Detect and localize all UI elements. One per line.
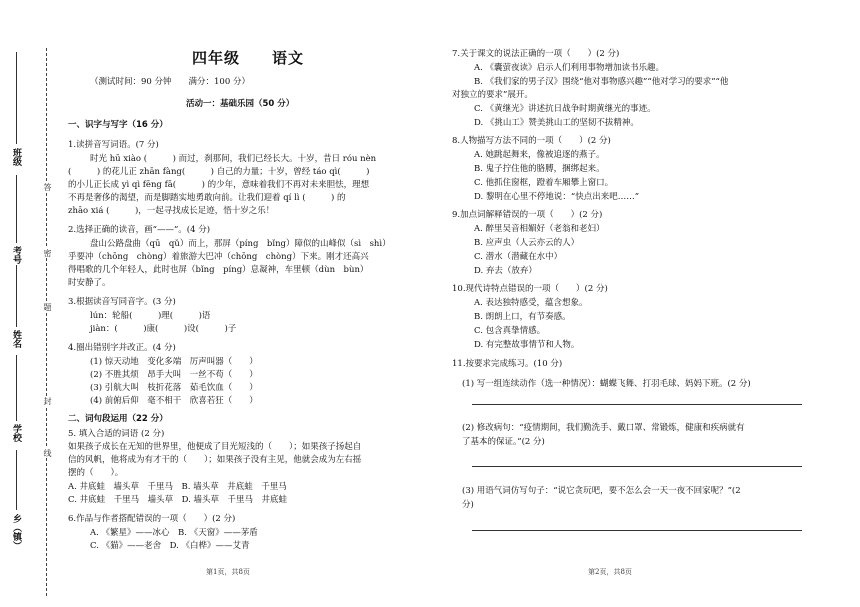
q8-option: C. 他抓住窗框，蹬着车厢攀上窗口。: [474, 178, 614, 188]
q7-option: C. 《黄继光》讲述抗日战争时期黄继光的事迹。: [474, 104, 656, 114]
q1-line: 的小儿正长成 yì qì fēng fā( ) 的少年，意味着我们不再对未来胆怯，理想: [68, 180, 370, 190]
q8-option: A. 她跳起舞来，像被追逐的燕子。: [474, 150, 605, 160]
answer-line-2[interactable]: [472, 466, 802, 467]
q9-option: B. 应声虫（人云亦云的人）: [474, 238, 580, 248]
exam-number-blank[interactable]: [16, 175, 17, 243]
q2-line: 时安静了。: [68, 278, 111, 288]
township-label: 乡（镇）: [11, 514, 21, 550]
q10-option: C. 包含真挚情感。: [474, 326, 546, 336]
q10-stem: 10.现代诗特点错误的一项（ ）(2 分): [452, 284, 608, 294]
q5-line: 如果孩子成长在无知的世界里，他便成了目光短浅的（ ）；如果孩子扬起自: [68, 442, 362, 452]
activity-heading: 活动一：基础乐园（50 分）: [186, 99, 295, 109]
q11-part-1: (1) 写一组连续动作（选一种情况）：蝴蝶飞舞、打羽毛球、妈妈下班。(2 分): [462, 379, 751, 389]
seal-char-5: 线: [43, 449, 52, 457]
q9-option: C. 潜水（潜藏在水中）: [474, 252, 563, 262]
q1-line: 时光 hū xiào ( ) 而过，刹那间，我们已经长大。十岁，昔日 róu nèn: [90, 154, 377, 164]
page-number: 第2页，共8页: [588, 568, 632, 576]
q5-option: C. 井底蛙 千里马 墙头草 D. 墙头草 千里马 井底蛙: [68, 495, 288, 505]
page-number: 第1页，共8页: [206, 568, 250, 576]
seal-char-3: 题: [43, 303, 52, 311]
q1-stem: 1.读拼音写词语。(7 分): [68, 140, 159, 150]
q6-option: C. 《猫》——老舍 D. 《白桦》——艾青: [90, 541, 250, 551]
q7-stem: 7.关于课文的说法正确的一项（ ）(2 分): [452, 49, 620, 59]
page-1: [68, 0, 428, 607]
seal-char-4: 封: [43, 397, 52, 405]
q3-stem: 3.根据读音写同音字。(3 分): [68, 297, 176, 307]
q9-option: D. 弃去（放弃）: [474, 266, 537, 276]
q3-line: jiàn：( )康( )设( )子: [90, 324, 237, 334]
q4-item: (1) 惊天动地 变化多端 厉声叫器（ ）: [90, 357, 258, 367]
name-label: 姓名: [11, 330, 21, 348]
q8-stem: 8.人物描写方法不同的一项（ ）(2 分): [452, 136, 611, 146]
binding-margin: [0, 0, 58, 607]
seal-char-2: 密: [43, 249, 52, 257]
q5-option: A. 井底蛙 墙头草 千里马 B. 墙头草 井底蛙 千里马: [68, 482, 287, 492]
q11-part-2-cont: 了基本的保证。”(2 分): [462, 437, 545, 447]
class-blank[interactable]: [16, 52, 17, 144]
seal-line: [46, 48, 47, 596]
q7-option: D. 《挑山工》赞美挑山工的坚韧不拔精神。: [474, 118, 639, 128]
q4-item: (4) 前俯后仰 毫不相干 欣喜若狂（ ）: [90, 396, 258, 406]
q2-stem: 2.选择正确的读音，画“——”。(4 分): [68, 225, 211, 235]
q6-option: A. 《繁星》——冰心 B. 《天窗》——茅盾: [90, 528, 258, 538]
q8-option: D. 黎明在心里不停地说：“快点出来吧……”: [474, 192, 640, 202]
q11-part-2: (2) 修改病句：“疫情期间，我们勤洗手、戴口罩、常锻炼，健康和疾病就有: [462, 423, 745, 433]
answer-line-1[interactable]: [472, 404, 802, 405]
q11-part-3-cont: 分): [462, 500, 474, 510]
q5-line: 摆的（ ）。: [68, 468, 124, 478]
q1-line: 不再是奢侈的渴望，而是脚踏实地勇敢向前。让我们迎着 qí lì ( ) 的: [68, 193, 346, 203]
q2-line: 乎要冲（chōng chòng）着旅游大巴冲（chōng chòng）下来。刚才还高兴: [68, 252, 369, 262]
q9-stem: 9.加点词解释错误的一项（ ）(2 分): [452, 210, 603, 220]
q1-line: ( ) 的花儿正 zhān fàng( ) 自己的力量；十岁，曾经 táo qì( ): [68, 167, 370, 177]
q10-option: A. 表达独特感受，蕴含想象。: [474, 298, 588, 308]
q4-item: (3) 引航大叫 枝折花落 茹毛饮血（ ）: [90, 383, 258, 393]
q3-line: lún：轮船( )理( )语: [90, 311, 211, 321]
q11-stem: 11.按要求完成练习。(10 分): [452, 359, 563, 369]
q10-option: B. 朗朗上口，有节奏感。: [474, 312, 571, 322]
page-2: [452, 0, 822, 607]
exam-number-label: 考号: [11, 246, 21, 264]
section-2-heading: 二、词句段运用（22 分）: [68, 414, 168, 424]
seal-char-1: 答: [43, 183, 52, 191]
school-blank[interactable]: [16, 355, 17, 421]
answer-line-3[interactable]: [472, 530, 802, 531]
school-label: 学校: [11, 424, 21, 442]
q5-line: 信的风帆，他将成为有才干的（ ）；如果孩子没有主见，他就会成为左右摇: [68, 455, 362, 465]
q2-line: 盘山公路盘曲（qū qǔ）而上，那屏（píng bǐng）障似的山峰似（sì shì）: [90, 239, 391, 249]
name-blank[interactable]: [16, 265, 17, 327]
class-label: 班级: [11, 148, 21, 166]
township-blank[interactable]: [16, 450, 17, 510]
q4-stem: 4.圈出错别字并改正。(4 分): [68, 343, 176, 353]
q11-part-3: (3) 用语气词仿写句子：“说它贪玩吧，要不怎么会一天一夜不回家呢？”(2: [462, 486, 741, 496]
q2-line: 得唱歌的几个年轻人，此时也屏（bǐng píng）息凝神，车里顿（dùn bùn）: [68, 265, 369, 275]
q1-line: zhāo xiá ( )，一起寻找成长足迹，悟十岁之乐！: [68, 206, 275, 216]
q7-option: B. 《我们家的男子汉》围绕“他对事物感兴趣”“他对学习的要求”“他: [474, 77, 729, 87]
q6-stem: 6.作品与作者搭配错误的一项（ ）(2 分): [68, 514, 236, 524]
exam-meta: （测试时间：90 分钟 满分：100 分）: [90, 77, 250, 87]
q9-option: A. 醉里吴音相媚好（老翁和老妇）: [474, 224, 605, 234]
q5-stem: 5. 填入合适的词语 (2 分): [68, 429, 165, 439]
q7-option-cont: 对独立的要求”展开。: [452, 90, 533, 100]
q7-option: A. 《囊萤夜读》启示人们利用事物增加读书乐趣。: [474, 63, 665, 73]
q10-option: D. 有完整故事情节和人物。: [474, 340, 580, 350]
q8-option: B. 鬼子拧住他的胳膊，捆绑起来。: [474, 164, 605, 174]
section-1-heading: 一、识字与写字（16 分）: [68, 120, 168, 130]
q4-item: (2) 不胜其烦 昂手大叫 一丝不苟（ ）: [90, 370, 258, 380]
exam-title: 四年级 语文: [192, 49, 305, 67]
